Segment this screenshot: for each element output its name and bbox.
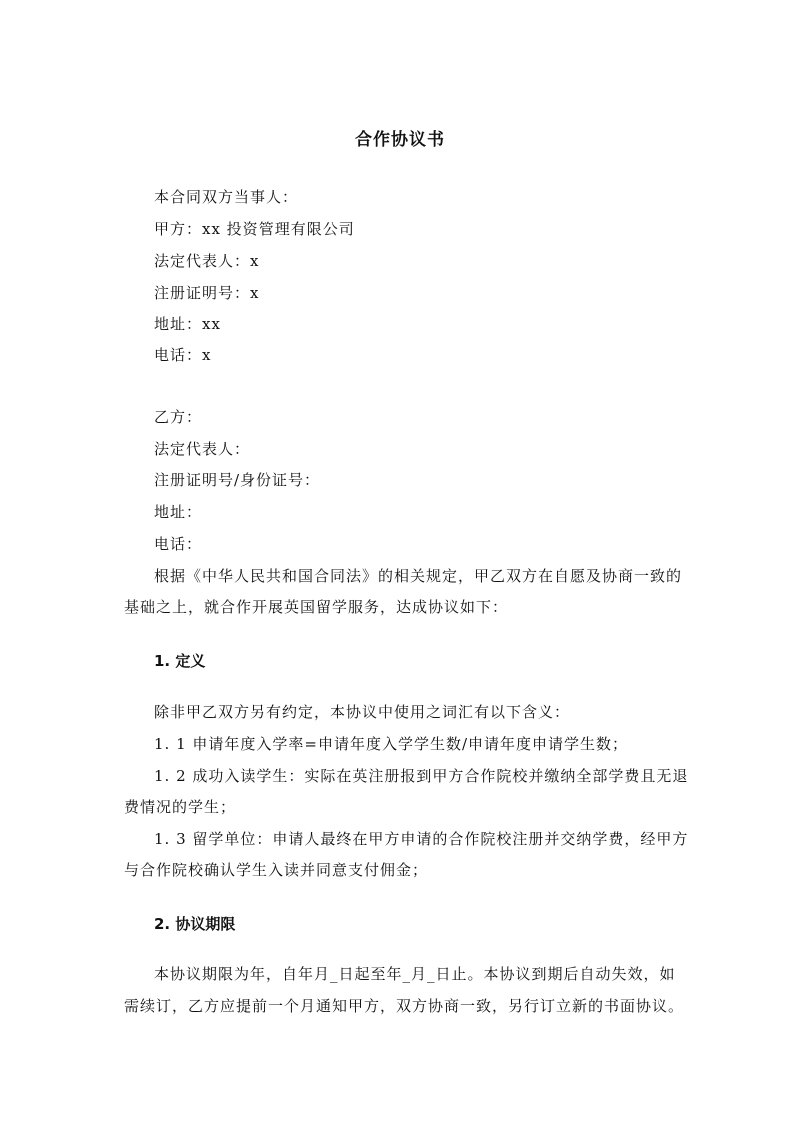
section-1-intro: 除非甲乙双方另有约定，本协议中使用之词汇有以下含义： — [154, 703, 571, 721]
parties-intro: 本合同双方当事人： — [154, 188, 299, 206]
party-b-address: 地址： — [154, 503, 203, 521]
party-b-name: 乙方： — [154, 408, 203, 426]
section-1-item-3-line-1: 1. 3 留学单位：申请人最终在甲方申请的合作院校注册并交纳学费，经甲方 — [154, 830, 689, 848]
party-a-address: 地址：xx — [154, 315, 221, 333]
preamble-line-1: 根据《中华人民共和国合同法》的相关规定，甲乙双方在自愿及协商一致的 — [154, 567, 683, 585]
section-1-item-2-line-1: 1. 2 成功入读学生：实际在英注册报到甲方合作院校并缴纳全部学费且无退 — [154, 767, 689, 785]
party-b-registration: 注册证明号/身份证号： — [154, 471, 321, 489]
party-a-representative: 法定代表人：x — [154, 252, 260, 270]
document-title: 合作协议书 — [355, 130, 445, 150]
party-a-phone: 电话：x — [154, 346, 212, 364]
party-b-phone: 电话： — [154, 535, 203, 553]
party-a-registration: 注册证明号：x — [154, 284, 260, 302]
section-2-heading: 2. 协议期限 — [154, 915, 236, 933]
section-1-item-2-line-2: 费情况的学生； — [124, 798, 237, 816]
section-1-item-1: 1. 1 申请年度入学率=申请年度入学学生数/申请年度申请学生数； — [154, 735, 629, 753]
preamble-line-2: 基础之上，就合作开展英国留学服务，达成协议如下： — [124, 598, 509, 616]
section-1-heading: 1. 定义 — [154, 652, 206, 670]
party-a-name: 甲方：xx 投资管理有限公司 — [154, 220, 355, 238]
party-b-representative: 法定代表人： — [154, 440, 251, 458]
section-1-item-3-line-2: 与合作院校确认学生入读并同意支付佣金； — [124, 861, 429, 879]
section-2-line-2: 需续订，乙方应提前一个月通知甲方，双方协商一致，另行订立新的书面协议。 — [124, 997, 685, 1015]
section-2-line-1: 本协议期限为年，自年月_日起至年_月_日止。本协议到期后自动失效，如 — [154, 965, 676, 983]
